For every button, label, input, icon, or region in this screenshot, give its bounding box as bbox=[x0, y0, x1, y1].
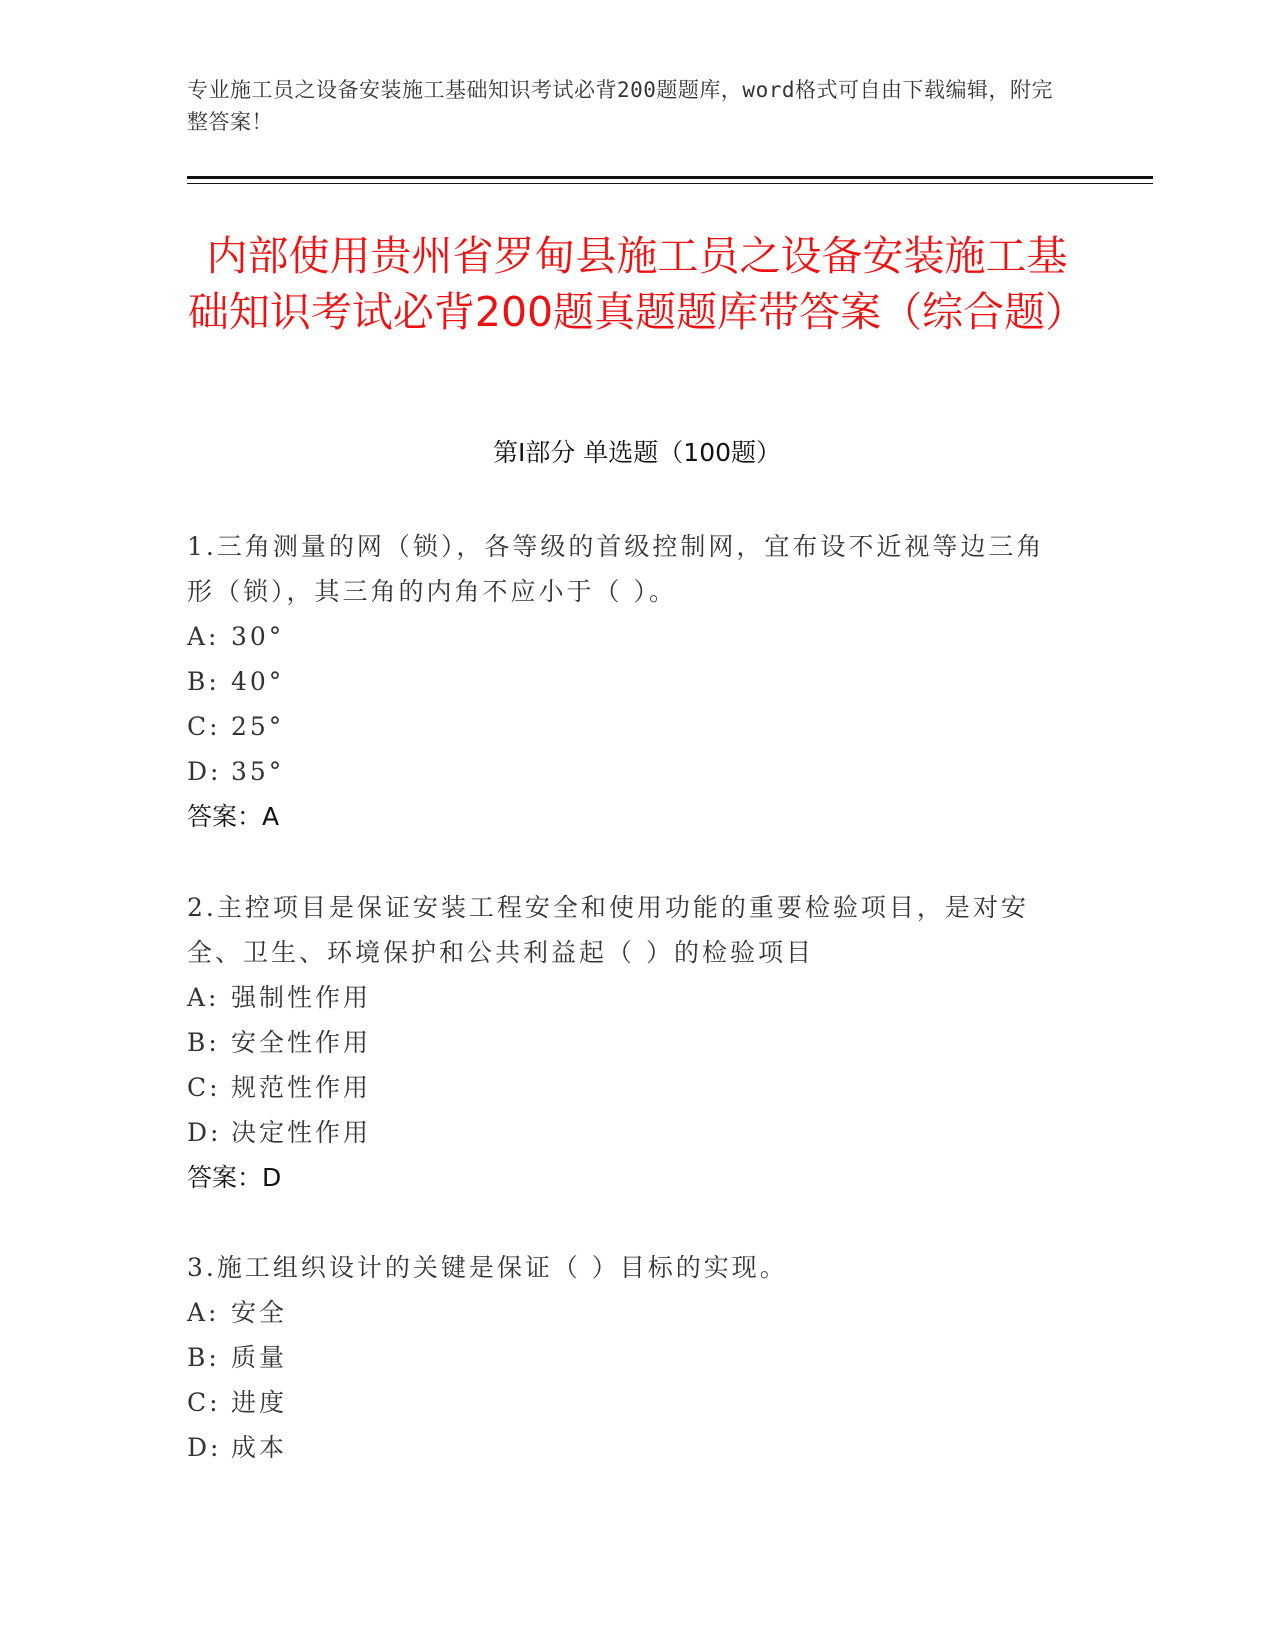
option-key: B: bbox=[187, 1343, 220, 1372]
header-note: 专业施工员之设备安装施工基础知识考试必背200题题库，word格式可自由下载编辑，附完整答案！ bbox=[187, 78, 1053, 134]
option-text: 规范性作用 bbox=[231, 1073, 372, 1102]
question-3 bbox=[187, 1245, 1067, 1470]
option-text: 决定性作用 bbox=[231, 1118, 372, 1147]
question-stem: 1.三角测量的网（锁），各等级的首级控制网，宜布设不近视等边三角形（锁），其三角的内角不应小于（ ）。 bbox=[187, 532, 1045, 606]
option-d bbox=[187, 1425, 1067, 1470]
question-stem: 2.主控项目是保证安装工程安全和使用功能的重要检验项目，是对安全、卫生、环境保护和公共利益起（ ）的检验项目 bbox=[187, 893, 1029, 967]
question-1 bbox=[187, 524, 1067, 839]
option-text: 安全 bbox=[231, 1298, 288, 1327]
option-d bbox=[187, 749, 1067, 794]
option-key: B: bbox=[187, 667, 220, 696]
option-text: 成本 bbox=[231, 1433, 288, 1462]
option-key: D: bbox=[187, 1433, 222, 1462]
option-a bbox=[187, 975, 1067, 1020]
option-c bbox=[187, 1380, 1067, 1425]
option-key: A: bbox=[187, 1298, 220, 1327]
option-key: A: bbox=[187, 622, 220, 651]
option-key: D: bbox=[187, 757, 222, 786]
header-divider-thick bbox=[187, 176, 1153, 179]
option-key: C: bbox=[187, 1073, 221, 1102]
option-c bbox=[187, 704, 1067, 749]
option-key: A: bbox=[187, 983, 220, 1012]
option-text: 进度 bbox=[231, 1388, 288, 1417]
option-text: 40° bbox=[231, 667, 285, 696]
option-b bbox=[187, 659, 1067, 704]
option-text: 30° bbox=[231, 622, 285, 651]
option-text: 25° bbox=[231, 712, 285, 741]
option-text: 质量 bbox=[231, 1343, 288, 1372]
option-key: C: bbox=[187, 712, 221, 741]
answer-label: 答案：D bbox=[187, 1163, 282, 1192]
option-b bbox=[187, 1020, 1067, 1065]
section-title: 第Ⅰ部分 单选题（100题） bbox=[492, 438, 782, 467]
question-2 bbox=[187, 885, 1067, 1200]
option-d bbox=[187, 1110, 1067, 1155]
option-key: B: bbox=[187, 1028, 220, 1057]
option-a bbox=[187, 614, 1067, 659]
document-title: 内部使用贵州省罗甸县施工员之设备安装施工基础知识考试必背200题真题题库带答案（综合题） bbox=[187, 232, 1087, 336]
option-text: 安全性作用 bbox=[231, 1028, 372, 1057]
option-text: 强制性作用 bbox=[231, 983, 372, 1012]
option-c bbox=[187, 1065, 1067, 1110]
header-divider-thin bbox=[187, 183, 1153, 184]
option-text: 35° bbox=[231, 757, 285, 786]
option-a bbox=[187, 1290, 1067, 1335]
option-key: C: bbox=[187, 1388, 221, 1417]
option-key: D: bbox=[187, 1118, 222, 1147]
option-b bbox=[187, 1335, 1067, 1380]
question-stem: 3.施工组织设计的关键是保证（ ）目标的实现。 bbox=[187, 1253, 788, 1282]
answer-label: 答案：A bbox=[187, 802, 280, 831]
